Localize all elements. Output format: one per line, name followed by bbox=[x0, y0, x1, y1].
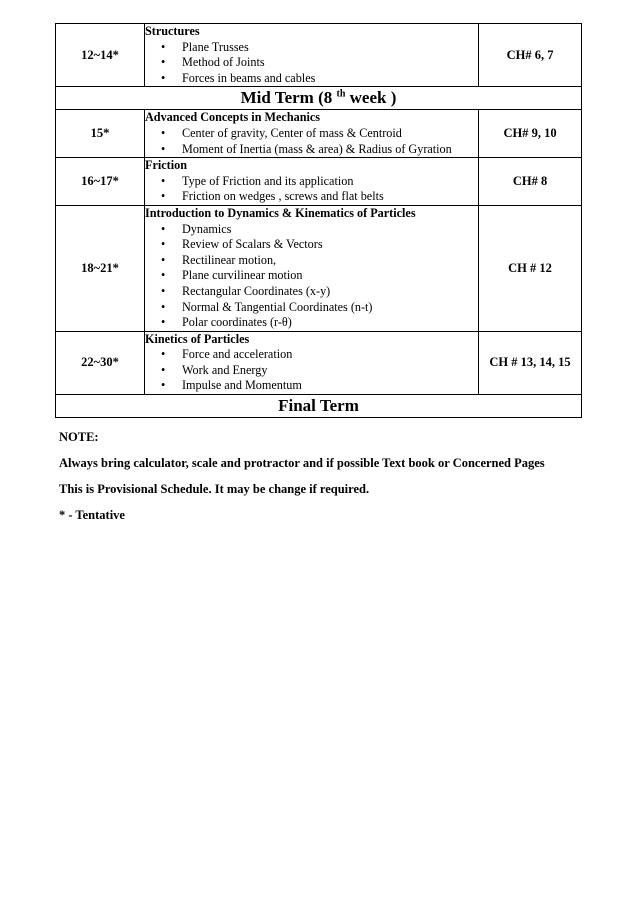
topic-list bbox=[145, 222, 478, 331]
list-item bbox=[161, 363, 478, 379]
bullet-icon: • bbox=[161, 362, 166, 377]
final-term-label: Final Term bbox=[56, 395, 582, 418]
chapter-cell: CH# 8 bbox=[479, 158, 582, 206]
week-cell: 16~17* bbox=[56, 158, 145, 206]
final-term-row bbox=[56, 395, 582, 418]
bullet-icon: • bbox=[161, 378, 166, 393]
mid-term-label: Mid Term (8 $^{th}$ week ) bbox=[56, 87, 582, 110]
note-line: This is Provisional Schedule. It may be change if required. bbox=[59, 482, 370, 496]
list-item bbox=[161, 189, 478, 205]
topic-cell bbox=[145, 205, 479, 331]
list-item bbox=[161, 378, 478, 394]
topic-title: Introduction to Dynamics & Kinematics of Particles bbox=[145, 205, 416, 220]
list-item-text: Review of Scalars & Vectors bbox=[182, 237, 323, 252]
list-item bbox=[161, 284, 478, 300]
topic-cell bbox=[145, 331, 479, 394]
list-item-text: Force and acceleration bbox=[182, 347, 293, 362]
note-line: Always bring calculator, scale and protractor and if possible Text book or Concerned Pages bbox=[59, 456, 545, 470]
table-row bbox=[56, 331, 582, 394]
list-item-text: Friction on wedges , screws and flat belts bbox=[182, 189, 384, 204]
list-item-text: Rectangular Coordinates (x-y) bbox=[182, 283, 331, 298]
week-cell: 12~14* bbox=[56, 24, 145, 87]
topic-list bbox=[145, 40, 478, 87]
list-item-text: Forces in beams and cables bbox=[182, 70, 316, 85]
mid-term-row bbox=[56, 87, 582, 110]
bullet-icon: • bbox=[161, 221, 166, 236]
list-item bbox=[161, 315, 478, 331]
bullet-icon: • bbox=[161, 299, 166, 314]
bullet-icon: • bbox=[161, 347, 166, 362]
week-cell: 18~21* bbox=[56, 205, 145, 331]
bullet-icon: • bbox=[161, 125, 166, 140]
note-line: * - Tentative bbox=[59, 508, 125, 522]
list-item-text: Impulse and Momentum bbox=[182, 378, 302, 393]
chapter-cell: CH # 13, 14, 15 bbox=[479, 331, 582, 394]
topic-list bbox=[145, 174, 478, 205]
topic-title: Friction bbox=[145, 158, 187, 173]
bullet-icon: • bbox=[161, 70, 166, 85]
bullet-icon: • bbox=[161, 189, 166, 204]
topic-title: Advanced Concepts in Mechanics bbox=[145, 110, 321, 125]
list-item-text: Method of Joints bbox=[182, 55, 265, 70]
list-item bbox=[161, 174, 478, 190]
topic-list bbox=[145, 347, 478, 394]
bullet-icon: • bbox=[161, 39, 166, 54]
topic-cell bbox=[145, 24, 479, 87]
list-item bbox=[161, 71, 478, 87]
bullet-icon: • bbox=[161, 283, 166, 298]
list-item bbox=[161, 222, 478, 238]
list-item-text: Moment of Inertia (mass & area) & Radius of Gyration bbox=[182, 141, 452, 156]
bullet-icon: • bbox=[161, 252, 166, 267]
list-item bbox=[161, 268, 478, 284]
course-schedule-table bbox=[55, 23, 582, 418]
topic-title: Structures bbox=[145, 24, 200, 38]
week-cell: 22~30* bbox=[56, 331, 145, 394]
list-item-text: Plane curvilinear motion bbox=[182, 268, 303, 283]
list-item bbox=[161, 300, 478, 316]
bullet-icon: • bbox=[161, 173, 166, 188]
list-item bbox=[161, 40, 478, 56]
topic-cell bbox=[145, 110, 479, 158]
chapter-cell: CH# 6, 7 bbox=[479, 24, 582, 87]
list-item-text: Center of gravity, Center of mass & Centroid bbox=[182, 125, 402, 140]
list-item bbox=[161, 347, 478, 363]
chapter-cell: CH# 9, 10 bbox=[479, 110, 582, 158]
topic-title: Kinetics of Particles bbox=[145, 331, 250, 346]
bullet-icon: • bbox=[161, 268, 166, 283]
table-row bbox=[56, 205, 582, 331]
bullet-icon: • bbox=[161, 237, 166, 252]
list-item bbox=[161, 237, 478, 253]
chapter-cell: CH # 12 bbox=[479, 205, 582, 331]
bullet-icon: • bbox=[161, 315, 166, 330]
list-item-text: Work and Energy bbox=[182, 362, 268, 377]
table-row bbox=[56, 110, 582, 158]
list-item-text: Plane Trusses bbox=[182, 39, 249, 54]
list-item bbox=[161, 142, 478, 158]
list-item-text: Normal & Tangential Coordinates (n-t) bbox=[182, 299, 373, 314]
table-row bbox=[56, 158, 582, 206]
topic-cell bbox=[145, 158, 479, 206]
list-item-text: Type of Friction and its application bbox=[182, 173, 354, 188]
list-item-text: Polar coordinates (r-θ) bbox=[182, 315, 292, 330]
note-heading: NOTE: bbox=[59, 430, 99, 444]
table-row bbox=[56, 24, 582, 87]
notes-section bbox=[59, 430, 545, 534]
list-item-text: Rectilinear motion, bbox=[182, 252, 277, 267]
list-item bbox=[161, 55, 478, 71]
bullet-icon: • bbox=[161, 141, 166, 156]
list-item bbox=[161, 253, 478, 269]
topic-list bbox=[145, 126, 478, 157]
list-item-text: Dynamics bbox=[182, 221, 232, 236]
bullet-icon: • bbox=[161, 55, 166, 70]
week-cell: 15* bbox=[56, 110, 145, 158]
list-item bbox=[161, 126, 478, 142]
